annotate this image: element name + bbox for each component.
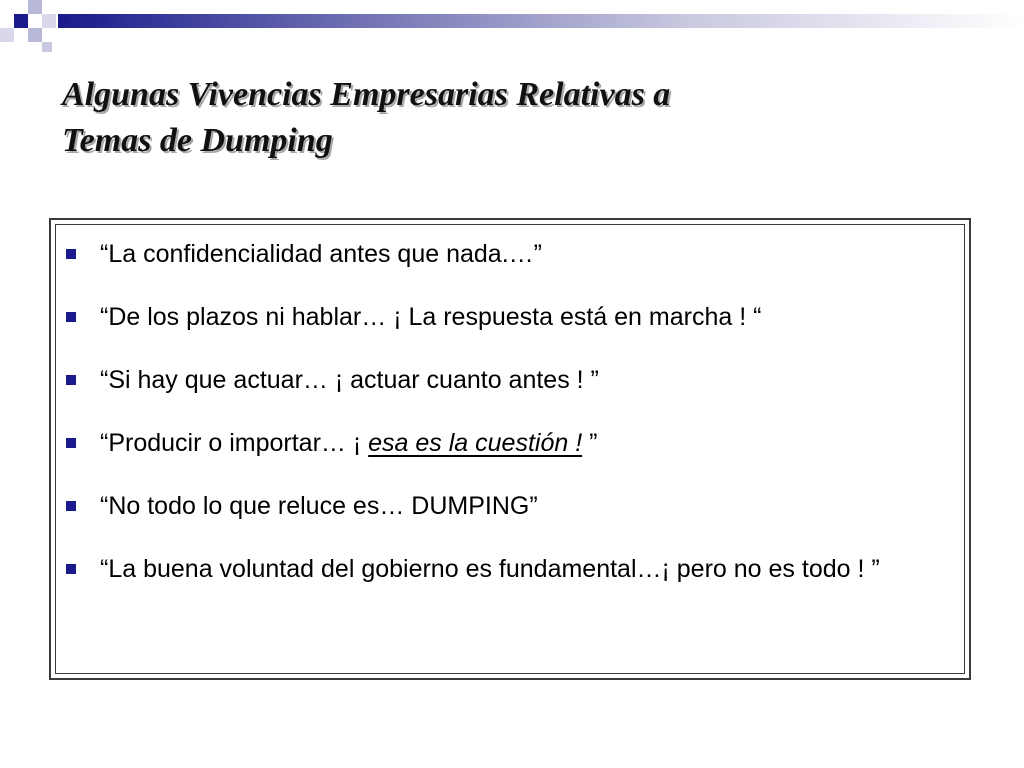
bullet-item [62,301,952,333]
decor-square-icon [28,0,42,14]
decor-square-icon [14,14,28,28]
bullet-list [62,238,952,629]
bullet-text-emphasis: esa es la cuestión ! [368,429,583,457]
square-bullet-icon [66,249,76,259]
bullet-text: “Si hay que actuar… ¡ actuar cuanto antes ! ” [100,366,599,394]
bullet-text-suffix: ” [582,429,598,457]
square-bullet-icon [66,438,76,448]
header-gradient-bar [58,14,1024,28]
decor-square-icon [28,28,42,42]
decor-square-icon [0,28,14,42]
bullet-item [62,490,952,522]
square-bullet-icon [66,312,76,322]
bullet-item [62,364,952,396]
bullet-text: “La confidencialidad antes que nada.…” [100,240,542,268]
slide-title-line-1: Algunas Vivencias Empresarias Relativas a [62,76,671,113]
bullet-text: “No todo lo que reluce es… DUMPING” [100,492,538,520]
square-bullet-icon [66,375,76,385]
decor-square-icon [42,42,52,52]
slide-title-line-2: Temas de Dumping [62,122,333,159]
square-bullet-icon [66,564,76,574]
bullet-item [62,427,952,459]
bullet-text: “La buena voluntad del gobierno es fundamental…¡ pero no es todo ! ” [100,555,880,583]
slide-title [62,72,942,164]
bullet-text: “De los plazos ni hablar… ¡ La respuesta está en marcha ! “ [100,303,762,331]
bullet-text-prefix: “Producir o importar… ¡ [100,429,369,457]
decor-square-icon [42,14,56,28]
bullet-item [62,541,952,598]
square-bullet-icon [66,501,76,511]
bullet-item [62,238,952,270]
